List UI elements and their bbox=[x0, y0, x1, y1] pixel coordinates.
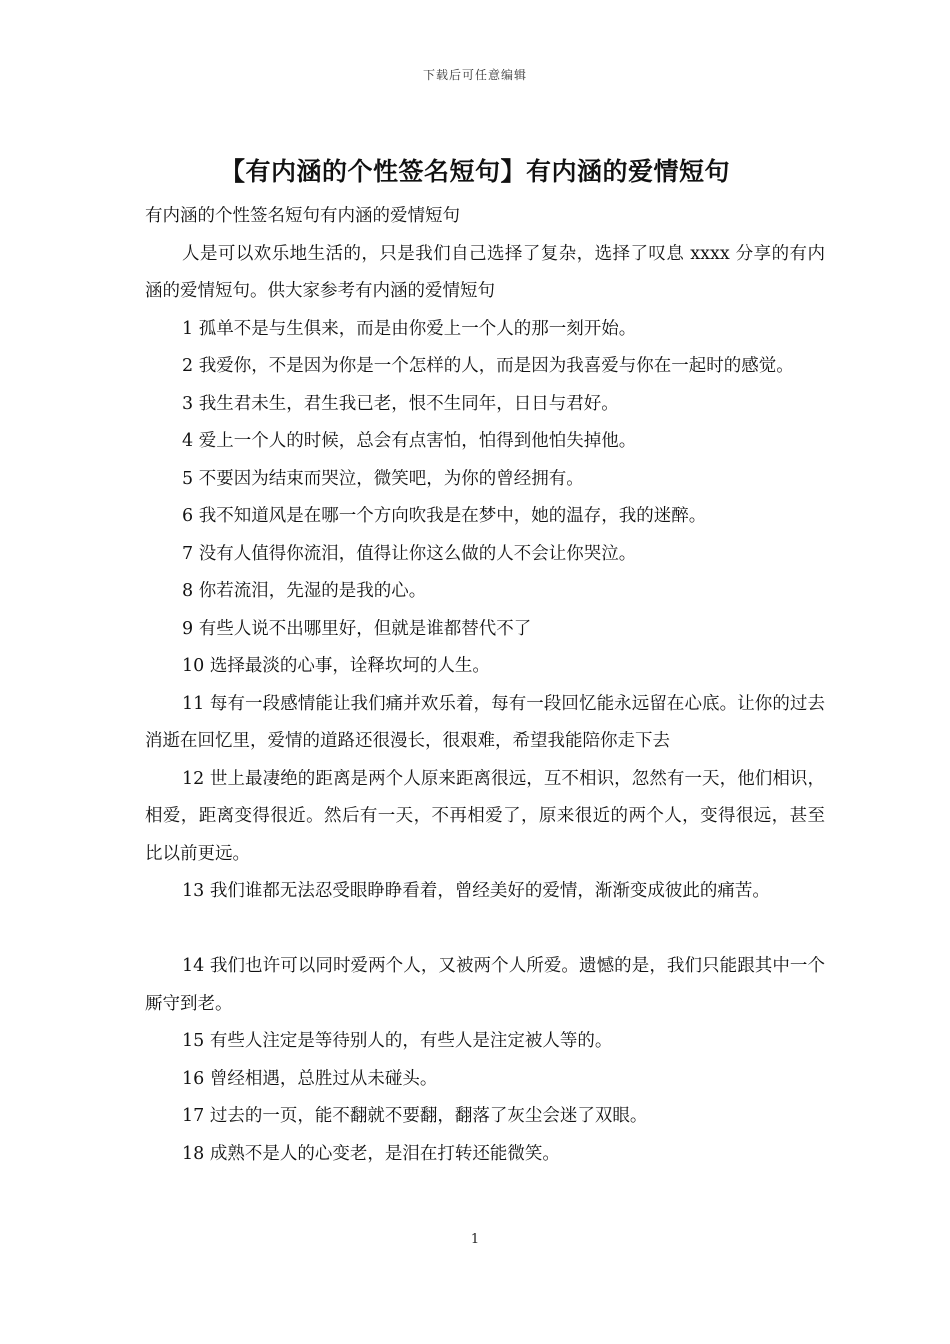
list-item: 16 曾经相遇，总胜过从未碰头。 bbox=[182, 1068, 438, 1089]
list-item: 10 选择最淡的心事，诠释坎坷的人生。 bbox=[182, 656, 490, 676]
list-item: 13 我们谁都无法忍受眼睁睁看着，曾经美好的爱情，渐渐变成彼此的痛苦。 bbox=[182, 881, 770, 901]
list-item: 17 过去的一页，能不翻就不要翻，翻落了灰尘会迷了双眼。 bbox=[182, 1106, 648, 1126]
list-item: 9 有些人说不出哪里好，但就是谁都替代不了 bbox=[182, 618, 532, 639]
page-header-note: 下载后可任意编辑 bbox=[422, 68, 527, 82]
list-item: 18 成熟不是人的心变老，是泪在打转还能微笑。 bbox=[182, 1143, 560, 1164]
list-item: 11 每有一段感情能让我们痛并欢乐着，每有一段回忆能永远留在心底。让你的过去消逝在回忆里，爱情的道路还很漫长，很艰难，希望我能陪你走下去 bbox=[145, 693, 825, 751]
list-item: 8 你若流泪，先湿的是我的心。 bbox=[182, 581, 427, 601]
list-item: 14 我们也许可以同时爱两个人，又被两个人所爱。遗憾的是，我们只能跟其中一个厮守到老。 bbox=[145, 956, 825, 1014]
list-item: 15 有些人注定是等待别人的，有些人是注定被人等的。 bbox=[182, 1031, 613, 1051]
page-number: 1 bbox=[470, 1232, 480, 1247]
list-item: 12 世上最凄绝的距离是两个人原来距离很远，互不相识，忽然有一天，他们相识，相爱，距离变得很近。然后有一天，不再相爱了，原来很近的两个人，变得很远，甚至比以前更远。 bbox=[145, 768, 825, 864]
list-item: 6 我不知道风是在哪一个方向吹我是在梦中，她的温存，我的迷醉。 bbox=[182, 506, 707, 526]
list-item: 2 我爱你，不是因为你是一个怎样的人，而是因为我喜爱与你在一起时的感觉。 bbox=[182, 356, 794, 376]
list-item: 1 孤单不是与生俱来，而是由你爱上一个人的那一刻开始。 bbox=[182, 318, 637, 339]
list-item: 5 不要因为结束而哭泣，微笑吧，为你的曾经拥有。 bbox=[182, 468, 584, 489]
list-item: 4 爱上一个人的时候，总会有点害怕，怕得到他怕失掉他。 bbox=[182, 431, 637, 451]
intro-paragraph: 人是可以欢乐地生活的，只是我们自己选择了复杂，选择了叹息 xxxx 分享的有内涵的爱情短句。供大家参考有内涵的爱情短句 bbox=[145, 243, 825, 301]
document-title: 【有内涵的个性签名短句】有内涵的爱情短句 bbox=[219, 157, 730, 186]
list-item: 7 没有人值得你流泪，值得让你这么做的人不会让你哭泣。 bbox=[182, 543, 637, 564]
document-subtitle: 有内涵的个性签名短句有内涵的爱情短句 bbox=[145, 206, 460, 226]
document-body bbox=[145, 198, 825, 1173]
list-item: 3 我生君未生，君生我已老，恨不生同年，日日与君好。 bbox=[182, 393, 619, 414]
